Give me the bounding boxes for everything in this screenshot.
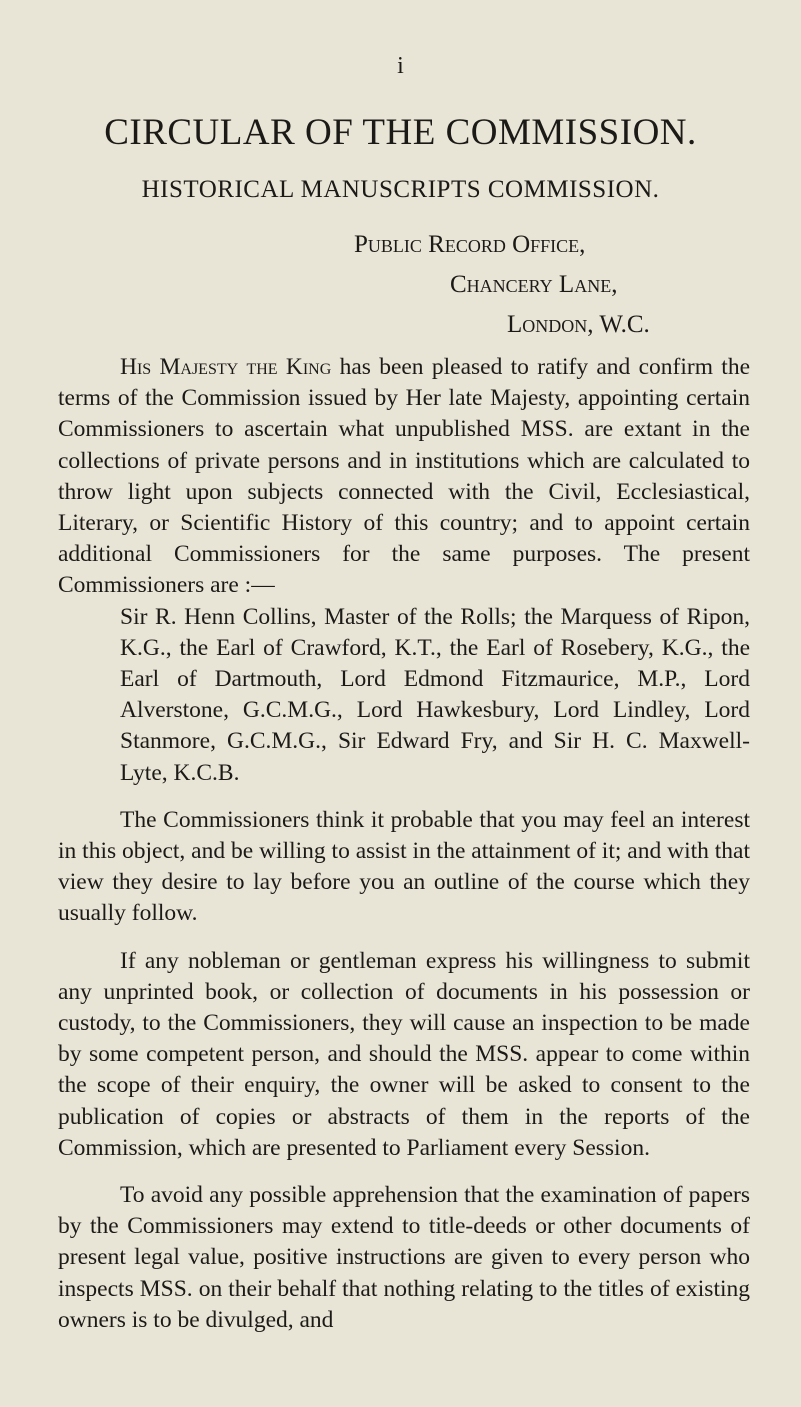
paragraph-procedure: If any nobleman or gentleman express his willingness to submit any unprinted book, or collection of documents in his possession or custody, to the Commissioners, they will cause an inspection to be made by some competent person, and should the MSS. appear to come within the scope of their enquiry, the owner will be asked to consent to the publication of copies or abstracts of them in the reports of the Commission, which are presented to Parliament every Session.: [58, 947, 750, 1161]
commissioners-list: Sir R. Henn Collins, Master of the Rolls; the Marquess of Ripon, K.G., the Earl of Crawford, K.T., the Earl of Rosebery, K.G., the Earl of Dartmouth, Lord Edmond Fitzmaurice, M.P., Lord Alverstone, G.C.M.G., Lord Hawkesbury, Lord Lindley, Lord Stanmore, G.C.M.G., Sir Edward Fry, and Sir H. C. Maxwell-Lyte, K.C.B.: [120, 603, 750, 786]
page-title: CIRCULAR OF THE COMMISSION.: [104, 112, 697, 153]
page-subtitle: HISTORICAL MANUSCRIPTS COMMISSION.: [141, 176, 660, 203]
paragraph-intro-rest: has been pleased to ratify and confirm the terms of the Commission issued by Her late Majesty, appointing certain Commissioners to ascertain what unpublished MSS. are extant in the collections of private persons and in institutions which are calculated to throw light upon subjects connected with the Civil, Ecclesiastical, Literary, or Scientific History of this country; and to appoint certain additional Commissioners for the same purposes. The present Commissioners are :—: [58, 354, 750, 599]
address-line-city: London, W.C.: [507, 311, 650, 338]
page-number: i: [397, 53, 404, 79]
paragraph-assurance: To avoid any possible apprehension that the examination of papers by the Commissioners may extend to title-deeds or other documents of present legal value, positive instructions are given to every person who inspects MSS. on their behalf that nothing relating to the titles of existing owners is to be divulged, and: [58, 1182, 750, 1333]
paragraph-interest: The Commissioners think it probable that you may feel an interest in this object, and be willing to assist in the attainment of it; and with that view they desire to lay before you an outline of the course which they usually follow.: [58, 806, 750, 927]
address-line-street: Chancery Lane,: [450, 271, 618, 298]
address-line-office: Public Record Office,: [354, 231, 586, 258]
paragraph-intro: [58, 352, 750, 602]
body-text: [58, 352, 750, 1336]
paragraph-intro-lead: His Majesty the King: [120, 354, 332, 380]
